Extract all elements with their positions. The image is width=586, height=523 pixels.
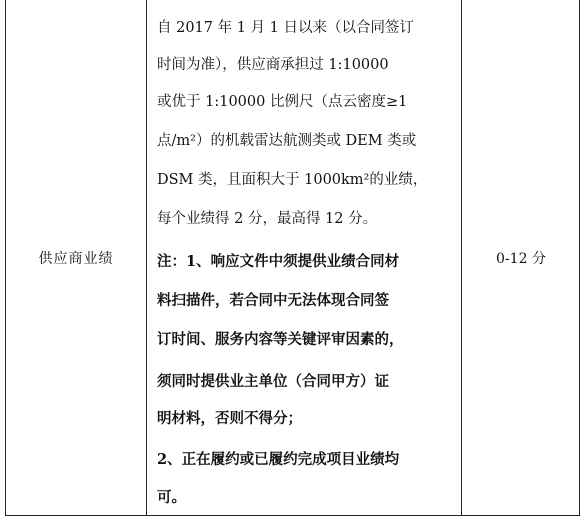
note-line: 订时间、服务内容等关键评审因素的， bbox=[157, 331, 404, 348]
criterion-description bbox=[157, 0, 453, 516]
note-line: 料扫描件，若合同中无法体现合同签 bbox=[157, 292, 389, 309]
score-range: 0-12 分 bbox=[496, 251, 546, 267]
note-line: 注：1、响应文件中须提供业绩合同材 bbox=[157, 253, 400, 270]
description-line: 每个业绩得 2 分，最高得 12 分。 bbox=[157, 211, 378, 227]
description-line: 自 2017 年 1 月 1 日以来（以合同签订 bbox=[157, 20, 415, 36]
note-line: 明材料，否则不得分； bbox=[157, 410, 302, 427]
description-line: 或优于 1:10000 比例尺（点云密度≥1 bbox=[157, 94, 408, 110]
note-line: 2、正在履约或已履约完成项目业绩均 bbox=[157, 451, 400, 468]
note-line: 须同时提供业主单位（合同甲方）证 bbox=[157, 373, 389, 390]
scoring-table bbox=[5, 0, 580, 516]
description-line: 点/m²）的机载雷达航测类或 DEM 类或 bbox=[157, 133, 417, 149]
description-line: 时间为准），供应商承担过 1:10000 bbox=[157, 57, 389, 73]
column-divider bbox=[146, 0, 147, 515]
note-line: 可。 bbox=[157, 489, 186, 506]
criterion-label: 供应商业绩 bbox=[38, 251, 114, 267]
description-line: DSM 类，且面积大于 1000km²的业绩， bbox=[157, 172, 428, 188]
